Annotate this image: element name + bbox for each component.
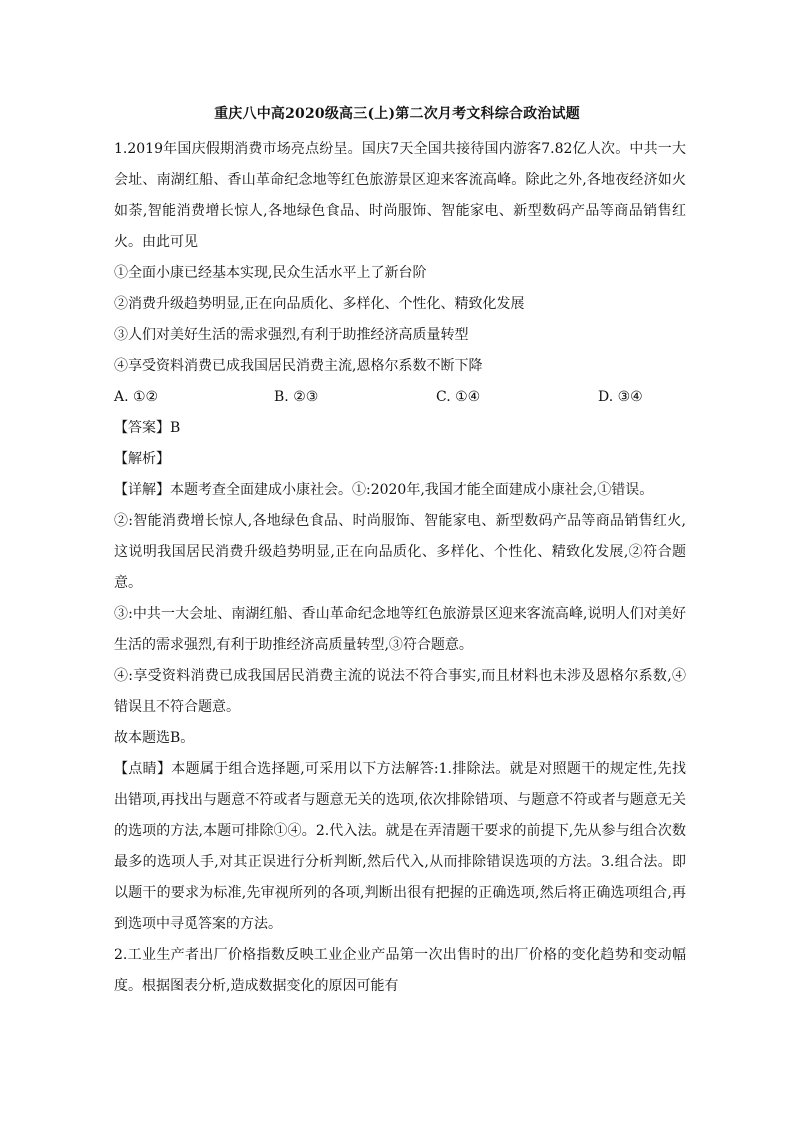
statement-4: ④享受资料消费已成我国居民消费主流,恩格尔系数不断下降 [114,358,483,374]
question-2-stem: 2.工业生产者出厂价格指数反映工业企业产品第一次出售时的出厂价格的变化趋势和变动幅度。根据图表分析,造成数据变化的原因可能有 [114,947,686,994]
page-title: 重庆八中高2020级高三(上)第二次月考文科综合政治试题 [214,106,580,122]
answer-line: 【答案】B [114,420,181,436]
tips-paragraph: 【点睛】本题属于组合选择题,可采用以下方法解答:1.排除法。就是对照题干的规定性,先找出错项,再找出与题意不符或者与题意无关的选项,依次排除错项、与题意不符或者与题意无关的选项的方法,本题可排除①④。2.代入法。就是在弄清题干要求的前提下,先从参与组合次数最多的选项人手,对其正误进行分析判断,然后代入,从而排除错误选项的方法。3.组合法。即以题干的要求为标准,先审视所列的各项,判断出很有把握的正确选项,然后将正确选项组合,再到选项中寻觅答案的方法。 [114,761,686,932]
question-1-stem: 1.2019年国庆假期消费市场亮点纷呈。国庆7天全国共接待国内游客7.82亿人次。中共一大会址、南湖红船、香山革命纪念地等红色旅游景区迎来客流高峰。除此之外,各地夜经济如火如荼,智能消费增长惊人,各地绿色食品、时尚服饰、智能家电、新型数码产品等商品销售红火。由此可见 [114,141,686,250]
option-c: C. ①④ [436,389,481,405]
statement-1: ①全面小康已经基本实现,民众生活水平上了新台阶 [114,265,427,281]
detail-paragraph-2: ②:智能消费增长惊人,各地绿色食品、时尚服饰、智能家电、新型数码产品等商品销售红火,这说明我国居民消费升级趋势明显,正在向品质化、多样化、个性化、精致化发展,②符合题意。 [114,513,686,591]
option-a: A. ①② [114,389,159,405]
document-body [114,134,686,1002]
answer-options [114,382,686,413]
conclusion-line: 故本题选B。 [114,730,195,746]
statement-3: ③人们对美好生活的需求强烈,有利于助推经济高质量转型 [114,327,469,343]
option-b: B. ②③ [274,389,319,405]
statement-2: ②消费升级趋势明显,正在向品质化、多样化、个性化、精致化发展 [114,296,525,312]
detail-paragraph-4: ④:享受资料消费已成我国居民消费主流的说法不符合事实,而且材料也未涉及恩格尔系数,④错误且不符合题意。 [114,668,686,715]
detail-paragraph-3: ③:中共一大会址、南湖红船、香山革命纪念地等红色旅游景区迎来客流高峰,说明人们对美好生活的需求强烈,有利于助推经济高质量转型,③符合题意。 [114,606,686,653]
detail-paragraph: 【详解】本题考查全面建成小康社会。①:2020年,我国才能全面建成小康社会,①错误。 [114,482,654,498]
analysis-heading: 【解析】 [114,451,170,467]
option-d: D. ③④ [598,389,643,405]
